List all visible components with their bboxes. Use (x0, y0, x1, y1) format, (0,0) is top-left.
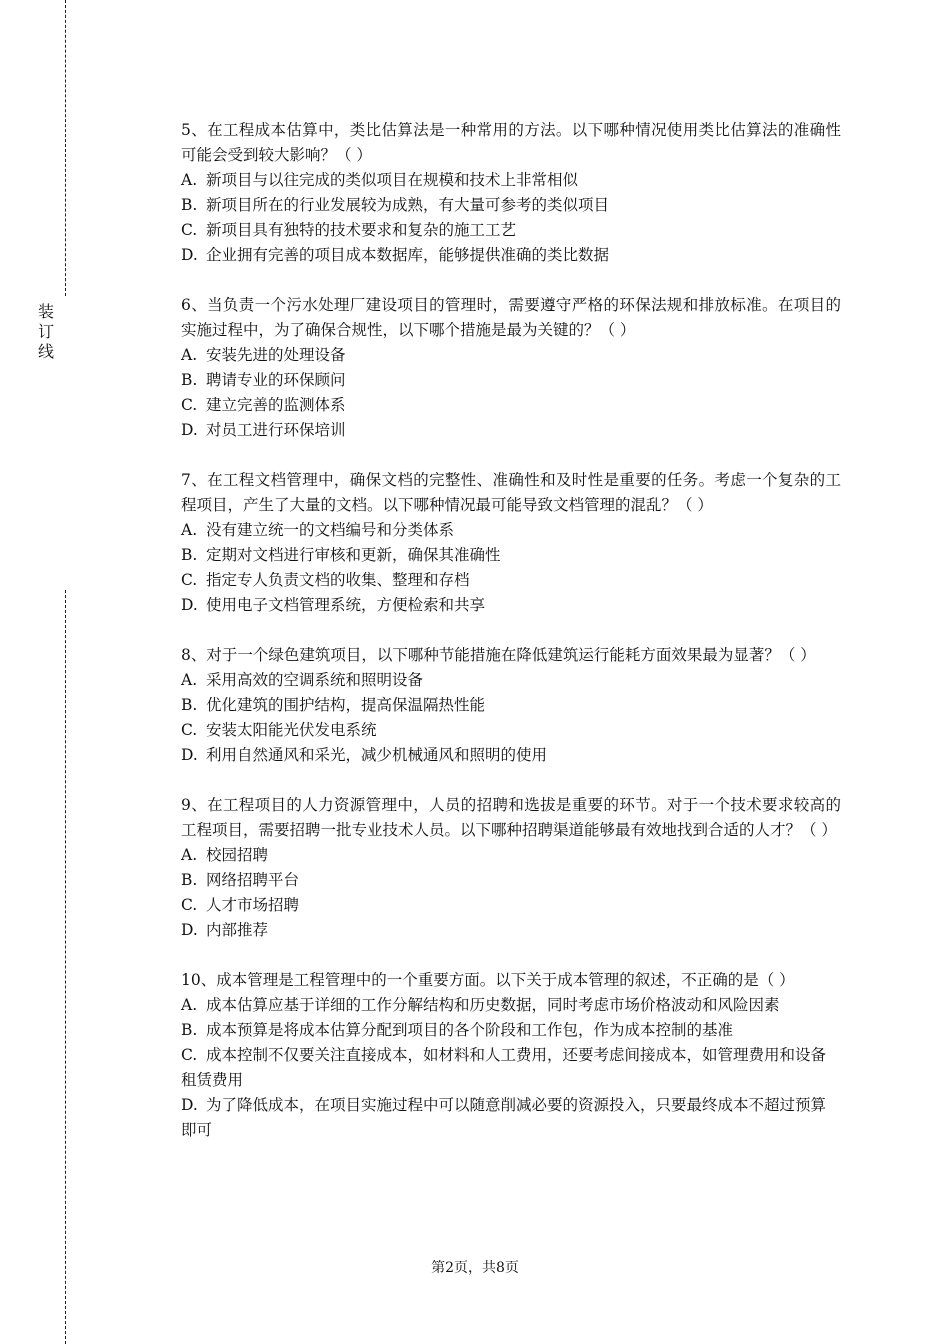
option-b: B. 定期对文档进行审核和更新，确保其准确性 (181, 546, 501, 564)
page-number: 第2页，共8页 (431, 1260, 519, 1276)
option-b: B. 成本预算是将成本估算分配到项目的各个阶段和工作包，作为成本控制的基准 (181, 1021, 734, 1039)
option-a: A. 采用高效的空调系统和照明设备 (181, 671, 424, 689)
option-c: C. 安装太阳能光伏发电系统 (181, 721, 377, 739)
question-8 (181, 643, 841, 768)
binding-dashed-line-bottom (65, 590, 66, 1344)
binding-char: 装 (37, 302, 54, 321)
option-d: D. 内部推荐 (181, 921, 269, 939)
question-9 (181, 793, 841, 943)
question-stem: 9、在工程项目的人力资源管理中，人员的招聘和选拔是重要的环节。对于一个技术要求较高的工程项目，需要招聘一批专业技术人员。以下哪种招聘渠道能够最有效地找到合适的人才？（ ） (181, 796, 841, 839)
question-5 (181, 118, 841, 268)
question-stem: 5、在工程成本估算中，类比估算法是一种常用的方法。以下哪种情况使用类比估算法的准确性可能会受到较大影响？（ ） (181, 121, 841, 164)
option-d: D. 对员工进行环保培训 (181, 421, 346, 439)
option-b: B. 聘请专业的环保顾问 (181, 371, 346, 389)
option-d: D. 使用电子文档管理系统，方便检索和共享 (181, 596, 486, 614)
option-c: C. 建立完善的监测体系 (181, 396, 346, 414)
question-stem: 7、在工程文档管理中，确保文档的完整性、准确性和及时性是重要的任务。考虑一个复杂的工程项目，产生了大量的文档。以下哪种情况最可能导致文档管理的混乱？（ ） (181, 471, 841, 514)
option-c: C. 成本控制不仅要关注直接成本，如材料和人工费用，还要考虑间接成本，如管理费用和设备租赁费用 (181, 1046, 827, 1089)
option-d: D. 企业拥有完善的项目成本数据库，能够提供准确的类比数据 (181, 246, 610, 264)
option-a: A. 成本估算应基于详细的工作分解结构和历史数据，同时考虑市场价格波动和风险因素 (181, 996, 780, 1014)
binding-label (36, 302, 56, 362)
question-list (181, 118, 841, 1168)
question-stem: 6、当负责一个污水处理厂建设项目的管理时，需要遵守严格的环保法规和排放标准。在项目的实施过程中，为了确保合规性，以下哪个措施是最为关键的？（ ） (181, 296, 841, 339)
binding-char: 订 (37, 322, 54, 341)
question-7 (181, 468, 841, 618)
question-stem: 8、对于一个绿色建筑项目，以下哪种节能措施在降低建筑运行能耗方面效果最为显著？（ ） (181, 646, 816, 664)
binding-char: 线 (37, 342, 54, 361)
option-a: A. 没有建立统一的文档编号和分类体系 (181, 521, 455, 539)
option-c: C. 指定专人负责文档的收集、整理和存档 (181, 571, 470, 589)
option-c: C. 人才市场招聘 (181, 896, 300, 914)
option-c: C. 新项目具有独特的技术要求和复杂的施工工艺 (181, 221, 517, 239)
option-a: A. 校园招聘 (181, 846, 269, 864)
option-d: D. 为了降低成本，在项目实施过程中可以随意削减必要的资源投入，只要最终成本不超过预算即可 (181, 1096, 827, 1139)
option-d: D. 利用自然通风和采光，减少机械通风和照明的使用 (181, 746, 548, 764)
option-a: A. 安装先进的处理设备 (181, 346, 346, 364)
option-b: B. 新项目所在的行业发展较为成熟，有大量可参考的类似项目 (181, 196, 610, 214)
question-10 (181, 968, 841, 1143)
option-b: B. 网络招聘平台 (181, 871, 300, 889)
option-a: A. 新项目与以往完成的类似项目在规模和技术上非常相似 (181, 171, 579, 189)
binding-dashed-line-top (65, 0, 66, 296)
question-6 (181, 293, 841, 443)
option-b: B. 优化建筑的围护结构，提高保温隔热性能 (181, 696, 486, 714)
question-stem: 10、成本管理是工程管理中的一个重要方面。以下关于成本管理的叙述，不正确的是（ ） (181, 971, 795, 989)
